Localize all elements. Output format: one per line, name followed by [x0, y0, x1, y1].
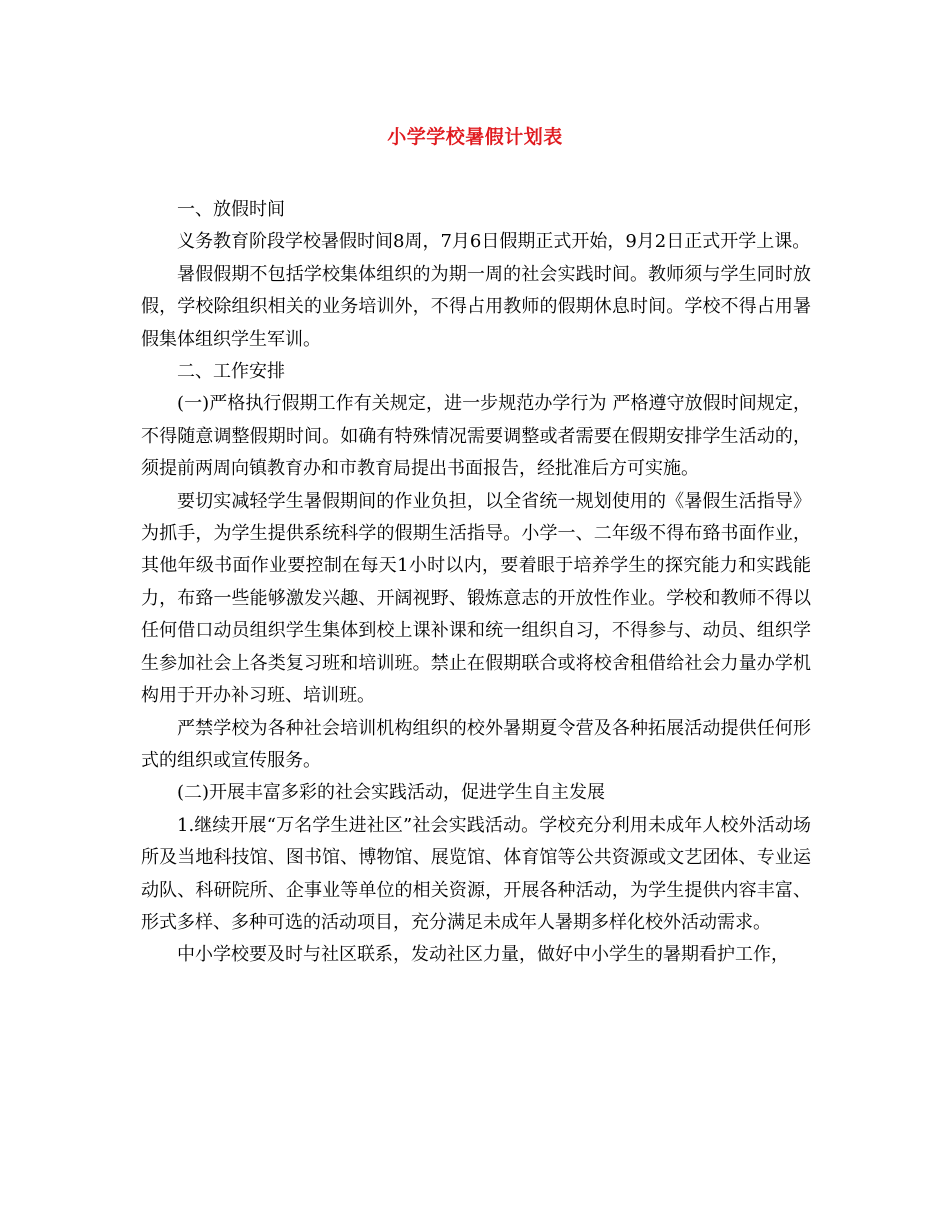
paragraph-community-activity: 1.继续开展“万名学生进社区”社会实践活动。学校充分利用未成年人校外活动场所及当地科技馆、图书馆、博物馆、展览馆、体育馆等公共资源或文艺团体、专业运动队、科研院所、企事业等单位的相关资源，开展各种活动，为学生提供内容丰富、形式多样、多种可选的活动项目，充分满足未成年人暑期多样化校外活动需求。: [141, 814, 811, 933]
document-body: [141, 194, 811, 972]
paragraph-prohibition: 严禁学校为各种社会培训机构组织的校外暑期夏令营及各种拓展活动提供任何形式的组织或宣传服务。: [141, 717, 811, 771]
document-title: 小学学校暑假计划表: [387, 126, 563, 148]
subheading-social-practice: (二)开展丰富多彩的社会实践活动，促进学生自主发展: [177, 782, 606, 804]
paragraph-community-care: 中小学校要及时与社区联系，发动社区力量，做好中小学生的暑期看护工作，: [177, 944, 789, 966]
paragraph-homework-burden: 要切实减轻学生暑假期间的作业负担，以全省统一规划使用的《暑假生活指导》为抓手，为学生提供系统科学的假期生活指导。小学一、二年级不得布臵书面作业，其他年级书面作业要控制在每天1小时以内，要着眼于培养学生的探究能力和实践能力，布臵一些能够激发兴趣、开阔视野、锻炼意志的开放性作业。学校和教师不得以任何借口动员组织学生集体到校上课补课和统一组织自习，不得参与、动员、组织学生参加社会上各类复习班和培训班。禁止在假期联合或将校舍租借给社会力量办学机构用于开办补习班、培训班。: [141, 490, 811, 707]
heading-vacation-time: 一、放假时间: [177, 199, 285, 220]
paragraph-vacation-scope: 暑假假期不包括学校集体组织的为期一周的社会实践时间。教师须与学生同时放假，学校除组织相关的业务培训外，不得占用教师的假期休息时间。学校不得占用暑假集体组织学生军训。: [141, 263, 811, 350]
paragraph-vacation-dates: 义务教育阶段学校暑假时间8周，7月6日假期正式开始，9月2日正式开学上课。: [177, 231, 811, 253]
heading-work-arrangement: 二、工作安排: [177, 361, 285, 383]
paragraph-regulations: (一)严格执行假期工作有关规定，进一步规范办学行为 严格遵守放假时间规定，不得随意调整假期时间。如确有特殊情况需要调整或者需要在假期安排学生活动的，须提前两周向镇教育办和市教育局提出书面报告，经批准后方可实施。: [141, 393, 811, 480]
